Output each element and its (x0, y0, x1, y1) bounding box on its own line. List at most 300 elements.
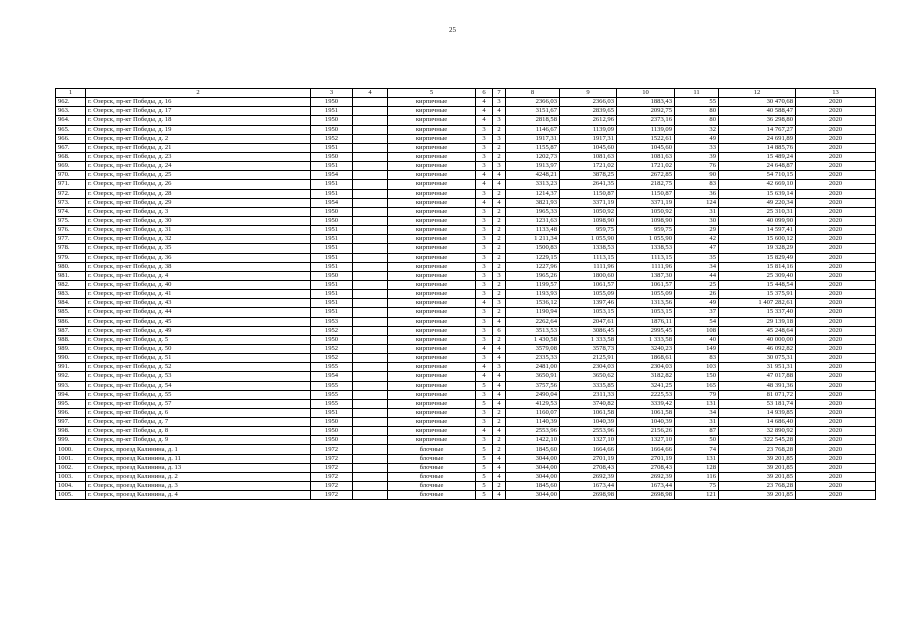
table-cell: 3650,62 (560, 372, 617, 381)
table-cell (353, 299, 388, 308)
table-cell: 30 470,68 (719, 98, 796, 107)
table-cell: 2262,64 (506, 317, 560, 326)
table-cell: 2 (493, 226, 506, 235)
table-cell: 1953 (311, 317, 353, 326)
table-cell: 5 (476, 482, 493, 491)
table-cell: 3 (476, 271, 493, 280)
column-header-4: 4 (353, 89, 388, 98)
table-cell: кирпичные (388, 372, 476, 381)
table-cell: 974. (56, 207, 86, 216)
table-cell: г. Озерск, пр-кт Победы, д. 57 (86, 399, 311, 408)
table-cell: 1664,66 (560, 445, 617, 454)
table-row (56, 116, 876, 125)
table-cell: 1913,97 (506, 162, 560, 171)
table-row (56, 463, 876, 472)
table-cell: 131 (675, 399, 719, 408)
table-cell: 2 (493, 216, 506, 225)
table-cell: 1664,66 (617, 445, 675, 454)
table-cell: 31 (675, 418, 719, 427)
table-cell (353, 445, 388, 454)
table-cell: 3313,23 (506, 180, 560, 189)
table-cell: 2 (493, 308, 506, 317)
table-cell (353, 107, 388, 116)
table-cell: 3151,67 (506, 107, 560, 116)
table-cell: 1950 (311, 125, 353, 134)
table-cell: 980. (56, 262, 86, 271)
table-cell: 1536,12 (506, 299, 560, 308)
table-cell: 1522,61 (617, 134, 675, 143)
table-cell: 2020 (796, 363, 876, 372)
column-header-2: 2 (86, 89, 311, 98)
table-cell: 970. (56, 171, 86, 180)
table-cell: г. Озерск, проезд Калинина, д. 11 (86, 454, 311, 463)
table-cell: 1045,60 (560, 143, 617, 152)
table-cell: 978. (56, 244, 86, 253)
table-cell: г. Озерск, проезд Калинина, д. 13 (86, 463, 311, 472)
table-cell: 3371,19 (560, 198, 617, 207)
table-cell: 80 (675, 107, 719, 116)
table-row (56, 445, 876, 454)
table-cell: 973. (56, 198, 86, 207)
table-cell: 2304,03 (617, 363, 675, 372)
table-cell: 2020 (796, 335, 876, 344)
table-cell: 4248,21 (506, 171, 560, 180)
table-cell: кирпичные (388, 290, 476, 299)
table-cell: 15 489,24 (719, 152, 796, 161)
table-cell: 1 333,58 (617, 335, 675, 344)
table-cell: 1139,09 (560, 125, 617, 134)
table-row (56, 399, 876, 408)
column-number-row (56, 89, 876, 98)
table-cell: 23 768,28 (719, 445, 796, 454)
table-cell: 1955 (311, 381, 353, 390)
table-cell: 47 (675, 244, 719, 253)
table-cell: 964. (56, 116, 86, 125)
table-cell: 969. (56, 162, 86, 171)
table-cell (353, 436, 388, 445)
column-header-9: 9 (560, 89, 617, 98)
table-cell: 2 (493, 207, 506, 216)
table-cell: 1951 (311, 290, 353, 299)
table-cell: кирпичные (388, 134, 476, 143)
table-cell: 165 (675, 381, 719, 390)
table-cell: 1950 (311, 271, 353, 280)
table-cell: 1338,53 (560, 244, 617, 253)
table-cell: 4 (476, 107, 493, 116)
table-cell: 3513,53 (506, 326, 560, 335)
table-cell: 44 (675, 271, 719, 280)
table-cell: 2692,39 (560, 472, 617, 481)
table-cell: 3044,00 (506, 463, 560, 472)
table-row (56, 180, 876, 189)
table-cell: 1950 (311, 116, 353, 125)
table-cell: 983. (56, 290, 86, 299)
table-cell: 1955 (311, 390, 353, 399)
table-cell: 2020 (796, 463, 876, 472)
table-cell: г. Озерск, пр-кт Победы, д. 21 (86, 143, 311, 152)
table-cell: 2020 (796, 436, 876, 445)
table-cell: 1951 (311, 226, 353, 235)
table-row (56, 335, 876, 344)
table-cell: 76 (675, 162, 719, 171)
table-cell: г. Озерск, пр-кт Победы, д. 9 (86, 436, 311, 445)
table-cell: 124 (675, 198, 719, 207)
table-cell: 1951 (311, 299, 353, 308)
table-cell (353, 244, 388, 253)
table-cell: 1673,44 (617, 482, 675, 491)
table-cell: 108 (675, 326, 719, 335)
table-cell: 116 (675, 472, 719, 481)
table-cell: 3821,93 (506, 198, 560, 207)
table-cell: 39 (675, 152, 719, 161)
table-cell (353, 207, 388, 216)
table-cell: г. Озерск, пр-кт Победы, д. 41 (86, 290, 311, 299)
table-cell: г. Озерск, проезд Калинина, д. 2 (86, 472, 311, 481)
table-cell: 26 (675, 290, 719, 299)
table-cell: г. Озерск, пр-кт Победы, д. 36 (86, 253, 311, 262)
table-cell (353, 344, 388, 353)
table-cell: 1338,53 (617, 244, 675, 253)
table-cell: 1868,61 (617, 354, 675, 363)
table-cell: 2020 (796, 482, 876, 491)
table-cell: 2672,85 (617, 171, 675, 180)
table-cell: г. Озерск, пр-кт Победы, д. 32 (86, 235, 311, 244)
table-cell: 48 391,36 (719, 381, 796, 390)
table-cell: 34 (675, 408, 719, 417)
table-row (56, 262, 876, 271)
table-cell: 1951 (311, 253, 353, 262)
table-cell: 2335,33 (506, 354, 560, 363)
table-cell: 1050,92 (617, 207, 675, 216)
table-cell: кирпичные (388, 427, 476, 436)
table-cell: 959,75 (617, 226, 675, 235)
table-cell: 4 (493, 399, 506, 408)
table-cell: 32 890,92 (719, 427, 796, 436)
table-cell: 42 (675, 235, 719, 244)
table-cell: 3650,91 (506, 372, 560, 381)
table-cell: г. Озерск, пр-кт Победы, д. 55 (86, 390, 311, 399)
table-cell: г. Озерск, пр-кт Победы, д. 43 (86, 299, 311, 308)
table-cell: кирпичные (388, 98, 476, 107)
table-cell: 1055,09 (617, 290, 675, 299)
table-cell: 4 (493, 381, 506, 390)
table-cell: 1954 (311, 198, 353, 207)
table-cell: кирпичные (388, 226, 476, 235)
table-cell: 1 211,34 (506, 235, 560, 244)
table-cell: 2020 (796, 408, 876, 417)
table-cell: 3 (476, 244, 493, 253)
table-cell: кирпичные (388, 390, 476, 399)
table-cell: 1951 (311, 189, 353, 198)
table-cell: 3 (476, 326, 493, 335)
table-cell: 2125,91 (560, 354, 617, 363)
table-cell: 3 (476, 235, 493, 244)
table-cell: 4 (476, 116, 493, 125)
table-cell: 3 (476, 262, 493, 271)
table-cell: г. Озерск, пр-кт Победы, д. 8 (86, 427, 311, 436)
table-row (56, 326, 876, 335)
table-cell: 4 (476, 363, 493, 372)
table-row (56, 299, 876, 308)
table-cell: 1950 (311, 436, 353, 445)
table-cell: 4 (493, 344, 506, 353)
table-cell: кирпичные (388, 317, 476, 326)
table-cell: кирпичные (388, 308, 476, 317)
table-cell: кирпичные (388, 344, 476, 353)
table-cell: 1050,92 (560, 207, 617, 216)
table-cell: блочные (388, 463, 476, 472)
table-cell: 4 (493, 427, 506, 436)
table-cell: 998. (56, 427, 86, 436)
table-cell: 1053,15 (560, 308, 617, 317)
table-cell: г. Озерск, пр-кт Победы, д. 7 (86, 418, 311, 427)
table-cell: 1952 (311, 354, 353, 363)
table-cell: 4 (493, 390, 506, 399)
table-cell (353, 308, 388, 317)
table-cell (353, 125, 388, 134)
table-cell: 90 (675, 171, 719, 180)
table-cell: 2490,04 (506, 390, 560, 399)
table-cell: 4 (476, 427, 493, 436)
table-cell: 2020 (796, 271, 876, 280)
table-cell: 2020 (796, 427, 876, 436)
table-row (56, 198, 876, 207)
table-cell: 3086,45 (560, 326, 617, 335)
table-cell: кирпичные (388, 162, 476, 171)
table-cell: 2020 (796, 354, 876, 363)
table-cell: 40 099,90 (719, 216, 796, 225)
table-cell: кирпичные (388, 399, 476, 408)
table-cell: 3240,23 (617, 344, 675, 353)
table-cell: 1061,58 (560, 408, 617, 417)
table-cell: 1951 (311, 107, 353, 116)
table-cell (353, 262, 388, 271)
table-cell: 1111,96 (560, 262, 617, 271)
table-cell: 2020 (796, 207, 876, 216)
table-cell: 4 (493, 472, 506, 481)
table-cell: 1951 (311, 280, 353, 289)
table-cell: г. Озерск, пр-кт Победы, д. 26 (86, 180, 311, 189)
table-cell: 1146,67 (506, 125, 560, 134)
table-cell: 1972 (311, 491, 353, 500)
table-cell (353, 454, 388, 463)
table-cell: 1397,46 (560, 299, 617, 308)
table-cell: 4 (493, 198, 506, 207)
table-cell: 3 (476, 143, 493, 152)
table-cell: 2020 (796, 290, 876, 299)
table-cell: 2 (493, 253, 506, 262)
table-cell: г. Озерск, пр-кт Победы, д. 53 (86, 372, 311, 381)
table-row (56, 472, 876, 481)
table-cell: 3 (476, 317, 493, 326)
table-cell: 2047,61 (560, 317, 617, 326)
table-cell: 1952 (311, 326, 353, 335)
table-cell: 2 (493, 235, 506, 244)
table-cell: 2225,53 (617, 390, 675, 399)
table-cell: 2 (493, 290, 506, 299)
table-cell: 5 (476, 454, 493, 463)
table-cell: 3 (476, 280, 493, 289)
table-cell: 33 (675, 143, 719, 152)
table-cell: 49 220,34 (719, 198, 796, 207)
table-row (56, 372, 876, 381)
table-cell (353, 162, 388, 171)
table-cell: 4 (493, 171, 506, 180)
table-cell (353, 381, 388, 390)
table-cell: 3 (476, 216, 493, 225)
table-cell: г. Озерск, пр-кт Победы, д. 2 (86, 134, 311, 143)
table-cell: 1950 (311, 335, 353, 344)
table-cell (353, 482, 388, 491)
table-cell: 2020 (796, 381, 876, 390)
table-cell: кирпичные (388, 125, 476, 134)
table-cell: 977. (56, 235, 86, 244)
table-cell: 2020 (796, 107, 876, 116)
table-cell (353, 171, 388, 180)
table-cell: 1950 (311, 216, 353, 225)
table-cell: 1721,02 (617, 162, 675, 171)
table-cell: г. Озерск, пр-кт Победы, д. 5 (86, 335, 311, 344)
table-row (56, 354, 876, 363)
table-cell: 2553,96 (506, 427, 560, 436)
table-cell: 46 092,82 (719, 344, 796, 353)
table-cell: 1113,15 (560, 253, 617, 262)
table-cell: кирпичные (388, 180, 476, 189)
table-row (56, 408, 876, 417)
table-cell: г. Озерск, пр-кт Победы, д. 24 (86, 162, 311, 171)
table-cell (353, 198, 388, 207)
table-cell: 4 (493, 354, 506, 363)
table-cell: 3878,25 (560, 171, 617, 180)
table-cell: 2020 (796, 152, 876, 161)
table-cell: 121 (675, 491, 719, 500)
table-row (56, 134, 876, 143)
table-cell: 1313,56 (617, 299, 675, 308)
table-cell: 1005. (56, 491, 86, 500)
table-cell: 2020 (796, 171, 876, 180)
table-cell (353, 152, 388, 161)
table-cell: 3578,73 (560, 344, 617, 353)
table-cell: 1800,60 (560, 271, 617, 280)
table-cell: 1954 (311, 372, 353, 381)
table-cell: 149 (675, 344, 719, 353)
table-cell: 1917,31 (506, 134, 560, 143)
table-cell (353, 390, 388, 399)
table-cell: г. Озерск, пр-кт Победы, д. 28 (86, 189, 311, 198)
table-cell (353, 399, 388, 408)
table-cell: г. Озерск, пр-кт Победы, д. 52 (86, 363, 311, 372)
table-cell: г. Озерск, пр-кт Победы, д. 35 (86, 244, 311, 253)
table-cell: 3 (476, 125, 493, 134)
table-cell: 150 (675, 372, 719, 381)
table-cell: кирпичные (388, 271, 476, 280)
table-cell: 3 (476, 226, 493, 235)
table-cell (353, 354, 388, 363)
table-cell: 29 139,18 (719, 317, 796, 326)
table-cell: 24 691,89 (719, 134, 796, 143)
table-cell: 42 669,10 (719, 180, 796, 189)
table-cell: г. Озерск, пр-кт Победы, д. 6 (86, 408, 311, 417)
table-cell (353, 235, 388, 244)
table-cell: блочные (388, 491, 476, 500)
table-cell: 4 (493, 180, 506, 189)
table-cell: 15 337,40 (719, 308, 796, 317)
table-cell: г. Озерск, пр-кт Победы, д. 50 (86, 344, 311, 353)
table-cell: 3044,00 (506, 454, 560, 463)
table-cell: 2020 (796, 134, 876, 143)
table-cell: 5 (476, 472, 493, 481)
table-cell: 2156,26 (617, 427, 675, 436)
table-cell: кирпичные (388, 381, 476, 390)
table-cell (353, 463, 388, 472)
table-cell: 2 (493, 418, 506, 427)
table-row (56, 171, 876, 180)
table-cell: 49 (675, 299, 719, 308)
table-cell: кирпичные (388, 335, 476, 344)
table-cell: 2020 (796, 399, 876, 408)
table-cell: 1003. (56, 472, 86, 481)
table-cell: 5 (476, 445, 493, 454)
table-cell (353, 216, 388, 225)
table-cell: кирпичные (388, 262, 476, 271)
table-cell (353, 280, 388, 289)
table-cell (353, 326, 388, 335)
table-cell (353, 427, 388, 436)
table-cell: г. Озерск, пр-кт Победы, д. 17 (86, 107, 311, 116)
table-cell: 3 (493, 363, 506, 372)
table-cell: 1231,63 (506, 216, 560, 225)
table-cell: блочные (388, 472, 476, 481)
table-cell: 993. (56, 381, 86, 390)
table-cell (353, 116, 388, 125)
table-row (56, 143, 876, 152)
table-row (56, 317, 876, 326)
table-cell: г. Озерск, пр-кт Победы, д. 4 (86, 271, 311, 280)
table-cell: 3 (476, 418, 493, 427)
table-cell: 979. (56, 253, 86, 262)
table-cell: 4 (493, 491, 506, 500)
table-row (56, 390, 876, 399)
table-cell: 14 597,41 (719, 226, 796, 235)
table-cell: 14 939,85 (719, 408, 796, 417)
table-cell: 2641,35 (560, 180, 617, 189)
table-cell (353, 180, 388, 189)
table-cell: 1965,26 (506, 271, 560, 280)
table-cell: 1917,31 (560, 134, 617, 143)
column-header-10: 10 (617, 89, 675, 98)
table-cell: 999. (56, 436, 86, 445)
table-cell: 1 333,58 (560, 335, 617, 344)
table-cell: 1950 (311, 427, 353, 436)
table-cell: 992. (56, 372, 86, 381)
table-cell: 23 768,28 (719, 482, 796, 491)
table-cell: кирпичные (388, 143, 476, 152)
table-cell: 1098,90 (560, 216, 617, 225)
table-cell (353, 189, 388, 198)
table-cell: 2698,98 (617, 491, 675, 500)
table-cell: 1 430,58 (506, 335, 560, 344)
table-cell: 1081,63 (617, 152, 675, 161)
table-cell: 2 (493, 280, 506, 289)
table-cell: 1150,87 (560, 189, 617, 198)
table-cell: 1422,10 (506, 436, 560, 445)
table-cell: 3335,85 (560, 381, 617, 390)
table-cell: кирпичные (388, 354, 476, 363)
table-cell: 2020 (796, 317, 876, 326)
table-cell: 996. (56, 408, 86, 417)
table-cell: 49 (675, 134, 719, 143)
table-cell: г. Озерск, пр-кт Победы, д. 16 (86, 98, 311, 107)
